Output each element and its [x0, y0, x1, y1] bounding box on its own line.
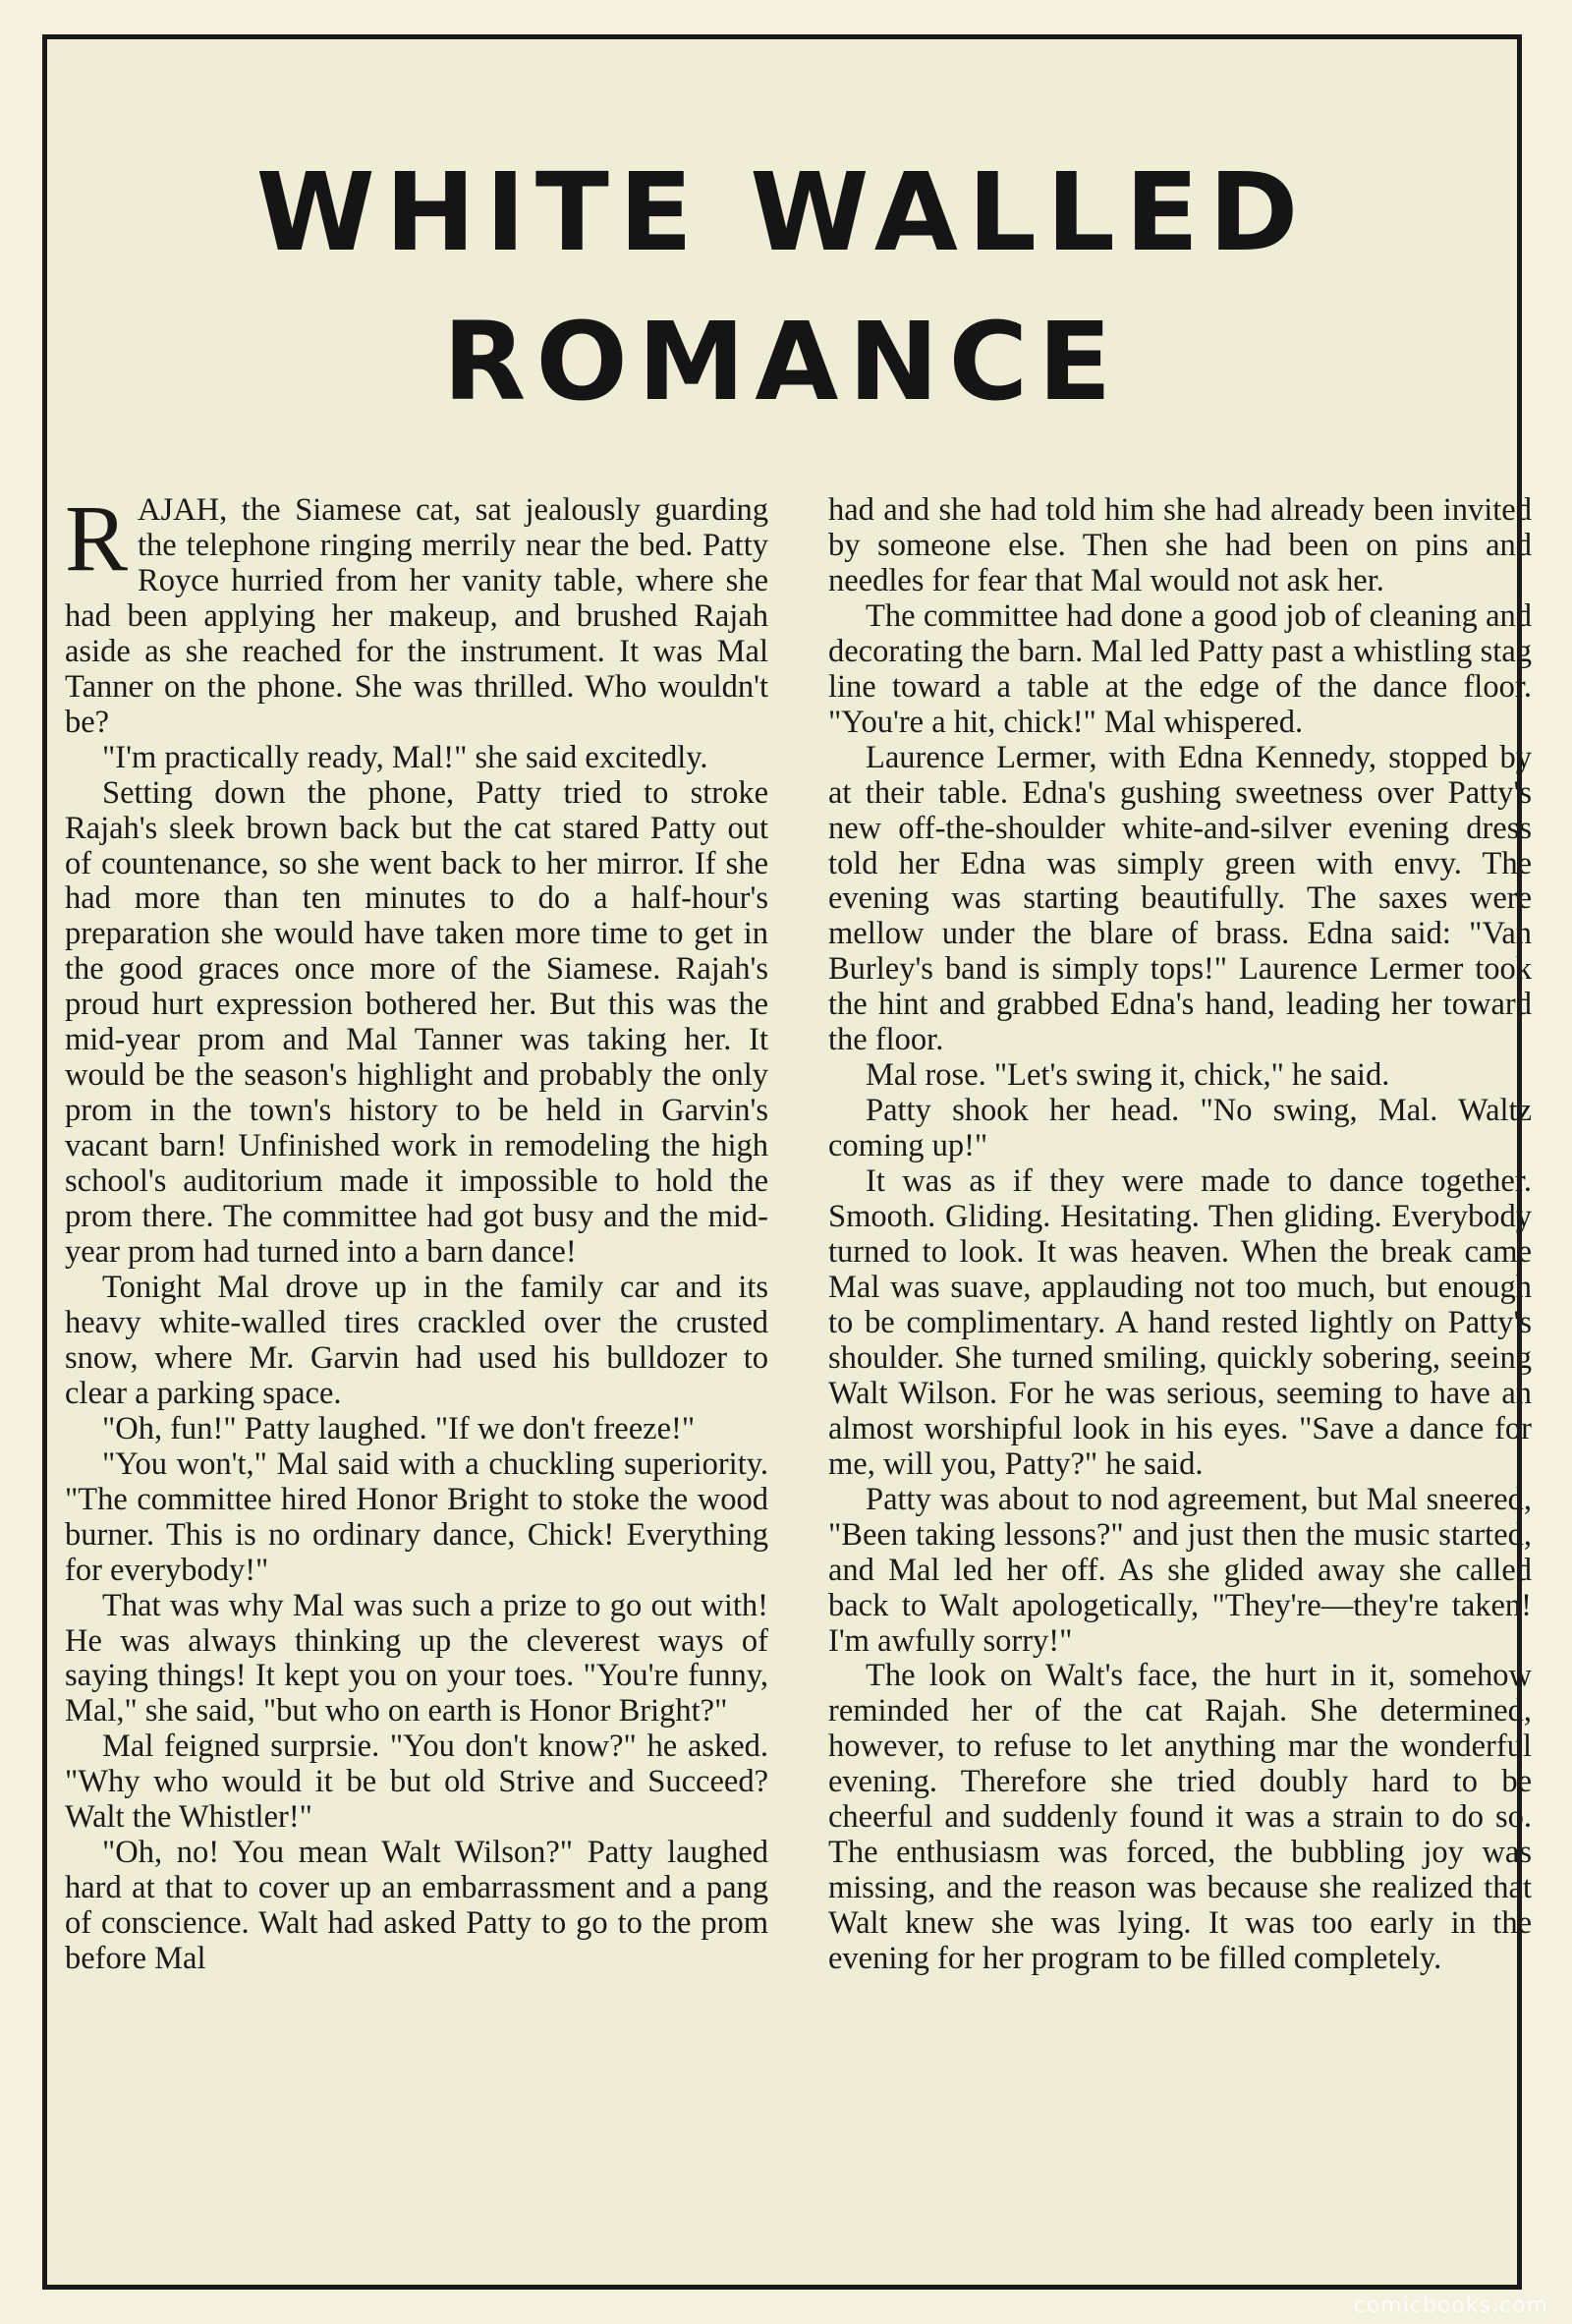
- story-paragraph: Mal rose. "Let's swing it, chick," he said.: [866, 1057, 1390, 1094]
- story-paragraph: "I'm practically ready, Mal!" she said excitedly.: [102, 739, 708, 775]
- story-frame: [42, 34, 1532, 2290]
- right-column: [828, 493, 1532, 1977]
- story-paragraph: Patty shook her head. "No swing, Mal. Waltz coming up!": [828, 1093, 1532, 1164]
- story-paragraph: "You won't," Mal said with a chuckling superiority. "The committee hired Honor Bright to stoke the wood burner. This is no ordinary dance, Chick! Everything for everybody!": [65, 1445, 768, 1588]
- story-paragraph: The committee had done a good job of cleaning and decorating the barn. Mal led Patty past a whistling stag line toward a table at the edge of the dance floor. "You're a hit, chick!" Mal whispered.: [828, 597, 1532, 740]
- opening-word: AJAH: [138, 492, 220, 528]
- title-line-1: WHITE WALLED: [255, 149, 1309, 275]
- story-paragraph: Tonight Mal drove up in the family car and its heavy white-walled tires crackled over the crusted snow, where Mr. Garvin had used his bulldozer to clear a parking space.: [65, 1269, 768, 1411]
- story-paragraph: Laurence Lermer, with Edna Kennedy, stopped by at their table. Edna's gushing sweetness over Patty's new off-the-shoulder white-and-silver evening dress told her Edna was simply green with envy. The evening was starting beautifully. The saxes were mellow under the blare of brass. Edna said: "Van Burley's band is simply tops!" Laurence Lermer took the hint and grabbed Edna's hand, leading her toward the floor.: [828, 739, 1532, 1058]
- story-paragraph: It was as if they were made to dance together. Smooth. Gliding. Hesitating. Then gliding. Everybody turned to look. It was heaven. When the break came Mal was suave, applauding not too much, but enough to be complimentary. A hand rested lightly on Patty's shoulder. She turned smiling, quickly sobering, seeing Walt Wilson. For he was serious, seeming to have an almost worshipful look in his eyes. "Save a dance for me, will you, Patty?" he said.: [828, 1163, 1532, 1482]
- paragraph-text: , the Siamese cat, sat jealously guarding the telephone ringing merrily near the bed. Patty Royce hurried from her vanity table, where she had been applying her makeup, and brushed Rajah aside as she reached for the instrument. It was Mal Tanner on the phone. She was thrilled. Who wouldn't be?: [65, 492, 768, 740]
- left-column: [65, 485, 768, 1977]
- story-paragraph: had and she had told him she had already been invited by someone else. Then she had been on pins and needles for fear that Mal would not ask her.: [828, 492, 1532, 598]
- story-paragraph: The look on Walt's face, the hurt in it, somehow reminded her of the cat Rajah. She determined, however, to refuse to let anything mar the wonderful evening. Therefore she tried doubly hard to be cheerful and suddenly found it was a strain to do so. The enthusiasm was forced, the bubbling joy was missing, and the reason was because she realized that Walt knew she was lying. It was too early in the evening for her program to be filled completely.: [828, 1658, 1532, 1977]
- story-title: [47, 138, 1517, 436]
- story-paragraph: Patty was about to nod agreement, but Mal sneered, "Been taking lessons?" and just then the music started, and Mal led her off. As she glided away she called back to Walt apologetically, "They're—they're taken! I'm awfully sorry!": [828, 1481, 1532, 1659]
- story-paragraph: "Oh, fun!" Patty laughed. "If we don't freeze!": [102, 1410, 696, 1446]
- watermark: comicbooks.com: [1353, 2294, 1548, 2318]
- story-paragraph: [65, 485, 768, 741]
- story-paragraph: Setting down the phone, Patty tried to stroke Rajah's sleek brown back but the cat stared Patty out of countenance, so she went back to her mirror. If she had more than ten minutes to do a half-hour's preparation she would have taken more time to get in the good graces once more of the Siamese. Rajah's proud hurt expression bothered her. But this was the mid-year prom and Mal Tanner was taking her. It would be the season's highlight and probably the only prom in the town's history to be held in Garvin's vacant barn! Unfinished work in remodeling the high school's auditorium made it impossible to hold the prom there. The committee had got busy and the mid-year prom had turned into a barn dance!: [65, 774, 768, 1271]
- story-paragraph: "Oh, no! You mean Walt Wilson?" Patty laughed hard at that to cover up an embarrassment and a pang of conscience. Walt had asked Patty to go to the prom before Mal: [65, 1835, 768, 1977]
- story-paragraph: Mal feigned surprsie. "You don't know?" he asked. "Why who would it be but old Strive and Succeed? Walt the Whistler!": [65, 1729, 768, 1836]
- story-paragraph: That was why Mal was such a prize to go out with! He was always thinking up the cleverest ways of saying things! It kept you on your toes. "You're funny, Mal," she said, "but who on earth is Honor Bright?": [65, 1587, 768, 1729]
- drop-cap: R: [65, 485, 129, 591]
- title-line-2: ROMANCE: [442, 299, 1122, 425]
